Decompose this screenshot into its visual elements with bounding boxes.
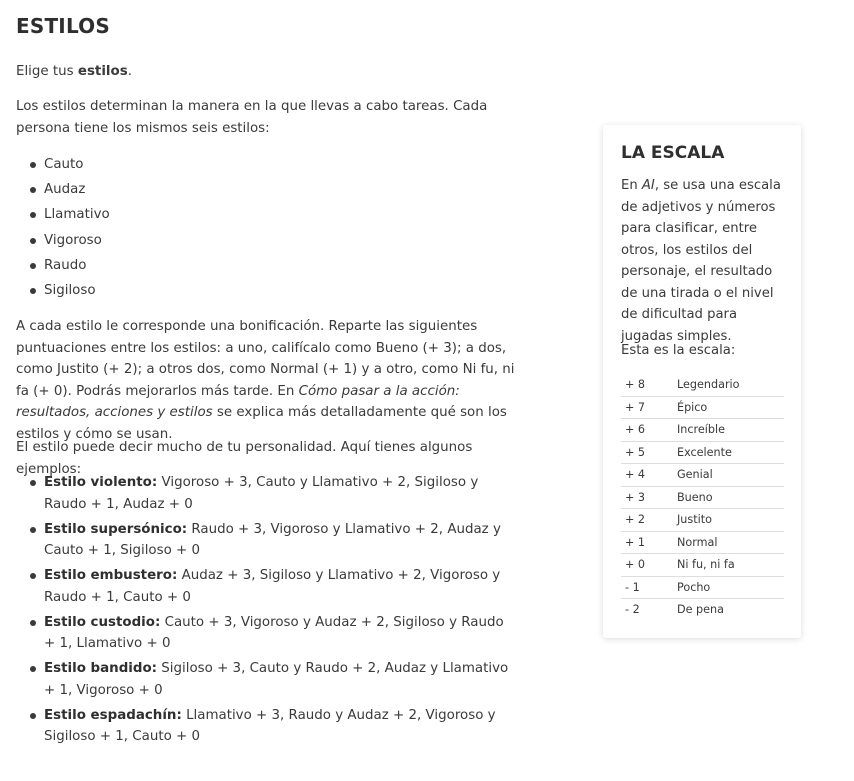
example-name: Estilo embustero: [44, 568, 178, 583]
intro-text: Elige tus [16, 64, 78, 79]
list-item: Cauto [16, 152, 110, 177]
scale-label-cell: Justito [677, 509, 784, 532]
list-item: Sigiloso [16, 278, 110, 303]
sidebar-desc-start: En [621, 178, 642, 193]
examples-list [16, 472, 516, 751]
page-title: ESTILOS [16, 14, 110, 38]
section-reference: Cómo pasar a la acción: resultados, acciones y estilos [16, 383, 460, 420]
list-item: Vigoroso [16, 228, 110, 253]
table-row [621, 396, 784, 419]
example-text: Vigoroso + 3, Cauto y Llamativo + 2, Sigiloso y Raudo + 1, Audaz + 0 [44, 475, 479, 512]
scale-value: + 1 [621, 531, 677, 554]
styles-description: Los estilos determinan la manera en la que llevas a cabo tareas. Cada persona tiene los mismos seis estilos: [16, 99, 488, 136]
example-name: Estilo espadachín: [44, 707, 182, 723]
bonus-paragraph [16, 316, 516, 445]
sidebar-title: LA ESCALA [621, 143, 725, 163]
table-row [621, 419, 784, 442]
sidebar-desc-italic: AI [641, 178, 655, 193]
example-item [16, 565, 516, 608]
table-row [621, 486, 784, 509]
scale-value: + 4 [621, 464, 677, 487]
example-item [16, 658, 516, 701]
list-item: Llamativo [16, 202, 110, 227]
example-item [16, 519, 516, 562]
scale-label: Esta es la escala: [621, 343, 736, 358]
scale-value: + 3 [621, 486, 677, 509]
table-row [621, 374, 784, 396]
scale-label-cell: Normal [677, 531, 784, 554]
list-item: Audaz [16, 177, 110, 202]
scale-label-cell: Legendario [677, 374, 784, 396]
styles-list [16, 152, 110, 303]
scale-value: - 1 [621, 576, 677, 599]
scale-sidebar-card [603, 125, 801, 638]
table-row [621, 554, 784, 577]
scale-label-cell: Bueno [677, 486, 784, 509]
example-name: Estilo bandido: [44, 661, 158, 676]
scale-label-cell: Pocho [677, 576, 784, 599]
scale-label-cell: Genial [677, 464, 784, 487]
example-text: Cauto + 3, Vigoroso y Audaz + 2, Sigiloso y Raudo + 1, Llamativo + 0 [44, 614, 504, 651]
scale-value: + 5 [621, 441, 677, 464]
intro-paragraph [16, 61, 132, 83]
scale-label-cell: Épico [677, 396, 784, 419]
table-row [621, 464, 784, 487]
scale-table [621, 374, 784, 621]
example-item [16, 612, 516, 655]
example-name: Estilo violento: [44, 475, 158, 490]
scale-value: + 0 [621, 554, 677, 577]
table-row [621, 531, 784, 554]
scale-label-cell: Ni fu, ni fa [677, 554, 784, 577]
scale-value: - 2 [625, 603, 640, 617]
example-text: Sigiloso + 3, Cauto y Raudo + 2, Audaz y Llamativo + 1, Vigoroso + 0 [44, 661, 509, 698]
scale-value: + 6 [621, 419, 677, 442]
bonus-text-end: se explica más detalladamente qué son los estilos y cómo se usan. [16, 405, 507, 442]
scale-label-cell: Excelente [677, 441, 784, 464]
table-row [621, 576, 784, 599]
example-item [16, 472, 516, 515]
intro-bold: estilos [77, 64, 128, 79]
table-row [621, 599, 784, 621]
example-text: Llamativo + 3, Raudo y Audaz + 2, Vigoroso y Sigiloso + 1, Cauto + 0 [44, 707, 496, 744]
scale-value: + 2 [621, 509, 677, 532]
scale-label-cell: De pena [677, 603, 724, 617]
scale-label-cell: Increíble [677, 419, 784, 442]
intro-end: . [127, 64, 132, 79]
table-row [621, 441, 784, 464]
example-text: Audaz + 3, Sigiloso y Llamativo + 2, Vigoroso y Raudo + 1, Cauto + 0 [44, 568, 501, 605]
list-item: Raudo [16, 253, 110, 278]
example-name: Estilo supersónico: [44, 521, 188, 537]
example-name: Estilo custodio: [44, 614, 161, 630]
examples-intro: El estilo puede decir mucho de tu personalidad. Aquí tienes algunos ejemplos: [16, 440, 473, 477]
example-text: Raudo + 3, Vigoroso y Llamativo + 2, Audaz y Cauto + 1, Sigiloso + 0 [44, 521, 501, 558]
sidebar-description [621, 175, 791, 347]
example-item [16, 705, 516, 748]
bonus-text: A cada estilo le corresponde una bonificación. Reparte las siguientes puntuaciones entre los estilos: a uno, califícalo como Bueno (+ 3); a dos, como Justito (+ 2); a otros dos, como Normal (+ 1) y a otro, como Ni fu, ni fa (+ 0). Podrás mejorarlos más tarde. En [16, 319, 515, 399]
scale-value: + 8 [621, 374, 677, 396]
sidebar-desc-end: , se usa una escala de adjetivos y números para clasificar, entre otros, los estilos del personaje, el resultado de una tirada o el nivel de dificultad para jugadas simples. [621, 178, 781, 344]
table-row [621, 509, 784, 532]
scale-value: + 7 [621, 396, 677, 419]
